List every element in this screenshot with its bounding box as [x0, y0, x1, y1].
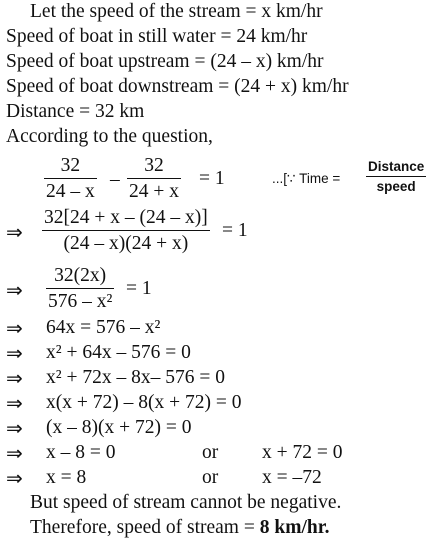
eq3-fraction: [46, 266, 114, 311]
implies-arrow: ⇒: [6, 220, 23, 244]
eq1-fraction-1: [44, 156, 97, 201]
intro-line-still-water: Speed of boat in still water = 24 km/hr: [6, 26, 308, 47]
eq3-numerator: 32(2x): [54, 265, 107, 286]
implies-arrow: ⇒: [6, 391, 23, 415]
step-line: x² + 64x – 576 = 0: [46, 342, 191, 363]
intro-line-distance: Distance = 32 km: [6, 101, 145, 122]
conclusion-line-1: But speed of stream cannot be negative.: [30, 492, 342, 513]
conclusion-line-2: [30, 518, 329, 538]
eq1-hint-fraction: [366, 160, 426, 193]
intro-line-according: According to the question,: [6, 126, 213, 147]
implies-arrow: ⇒: [6, 466, 23, 490]
eq1-fraction-2: [127, 156, 181, 201]
eq1-hint-prefix: ...[∵ Time =: [272, 171, 341, 186]
or-word: or: [202, 442, 219, 463]
eq1-frac1-denominator: 24 – x: [46, 180, 95, 202]
eq2-fraction: [42, 208, 210, 253]
root-equation-left: x – 8 = 0: [46, 442, 116, 463]
eq1-minus-sign: –: [110, 169, 120, 190]
implies-arrow: ⇒: [6, 366, 23, 390]
implies-arrow: ⇒: [6, 416, 23, 440]
hint-denominator: speed: [376, 178, 416, 194]
step-line: 64x = 576 – x²: [46, 317, 161, 338]
step-line: x(x + 72) – 8(x + 72) = 0: [46, 392, 242, 413]
eq3-denominator: 576 – x²: [48, 290, 113, 312]
or-word: or: [202, 467, 219, 488]
eq1-frac1-numerator: 32: [60, 155, 81, 176]
implies-arrow: ⇒: [6, 278, 23, 302]
eq2-rhs: = 1: [222, 220, 248, 241]
step-line: (x – 8)(x + 72) = 0: [46, 417, 192, 438]
eq3-rhs: = 1: [126, 278, 152, 299]
hint-numerator: Distance: [368, 159, 425, 174]
intro-line-downstream: Speed of boat downstream = (24 + x) km/hr: [6, 76, 349, 97]
conclusion-prefix: Therefore, speed of stream =: [30, 517, 255, 538]
eq1-frac2-numerator: 32: [144, 155, 164, 176]
eq2-denominator: (24 – x)(24 + x): [63, 232, 189, 254]
final-answer: 8 km/hr.: [259, 517, 330, 538]
intro-line-upstream: Speed of boat upstream = (24 – x) km/hr: [6, 51, 324, 72]
root-value-right: x = –72: [262, 467, 322, 488]
implies-arrow: ⇒: [6, 441, 23, 465]
intro-line-stream-speed: Let the speed of the stream = x km/hr: [30, 1, 323, 22]
implies-arrow: ⇒: [6, 316, 23, 340]
root-equation-right: x + 72 = 0: [262, 442, 343, 463]
eq1-rhs: = 1: [199, 168, 225, 189]
eq1-frac2-denominator: 24 + x: [129, 180, 179, 202]
eq2-numerator: 32[24 + x – (24 – x)]: [44, 207, 208, 228]
implies-arrow: ⇒: [6, 341, 23, 365]
step-line: x² + 72x – 8x– 576 = 0: [46, 367, 225, 388]
root-value-left: x = 8: [46, 467, 87, 488]
